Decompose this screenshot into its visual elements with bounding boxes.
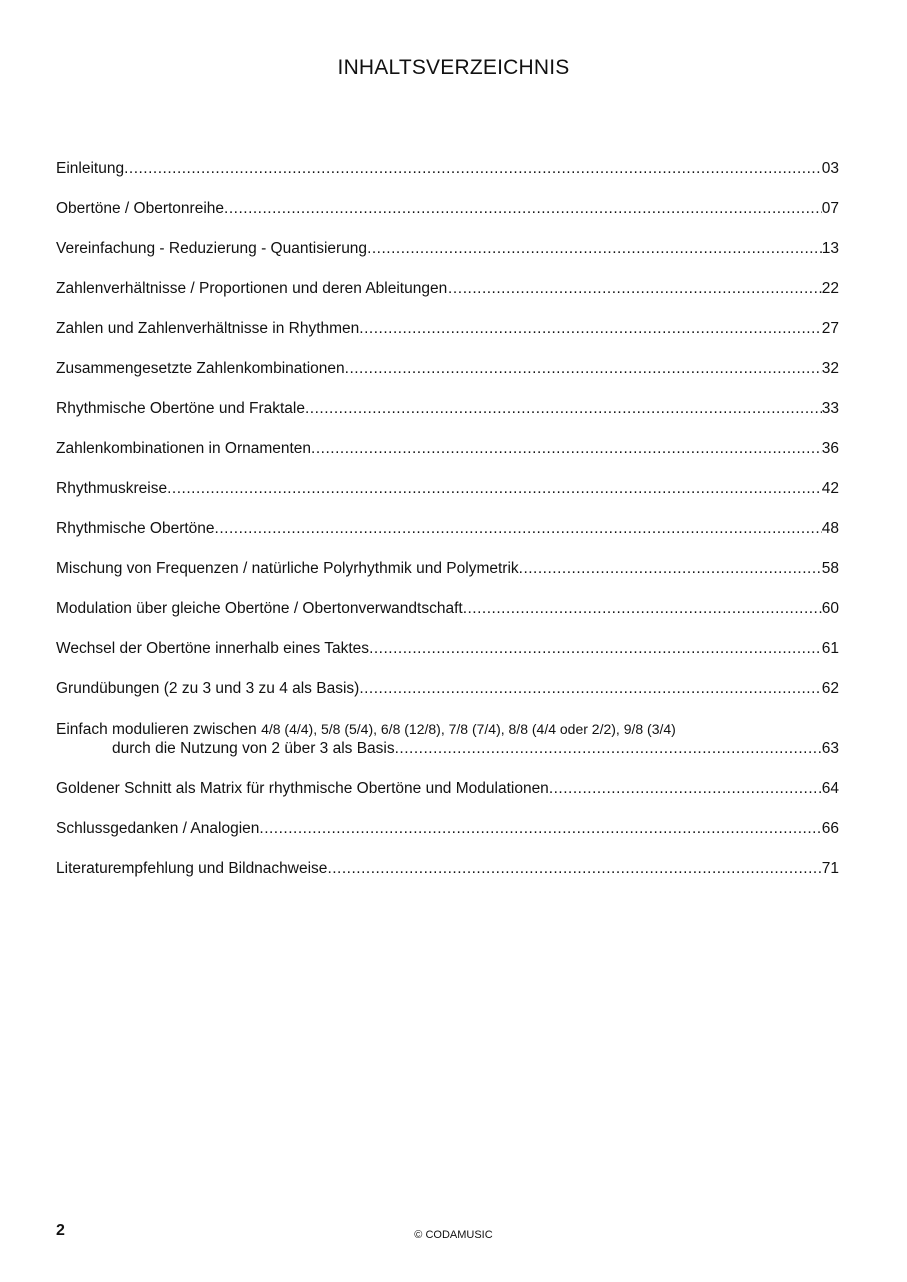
toc-entry-page: 64	[821, 780, 839, 797]
toc-entry-mischung[interactable]	[56, 559, 839, 579]
toc-entry-rhythmische-obertoene[interactable]	[56, 519, 839, 539]
toc-entry-title: Goldener Schnitt als Matrix für rhythmische Obertöne und Modulationen	[56, 780, 549, 797]
toc-entry-title: Zusammengesetzte Zahlenkombinationen	[56, 360, 345, 377]
toc-entry-title: Einleitung	[56, 160, 125, 177]
toc-entry-title: durch die Nutzung von 2 über 3 als Basis	[112, 740, 395, 757]
toc-entry-title: Wechsel der Obertöne innerhalb eines Taktes	[56, 640, 370, 657]
toc-entry-title: Rhythmische Obertöne und Fraktale	[56, 400, 305, 417]
dot-leader	[327, 859, 821, 879]
dot-leader	[463, 279, 822, 299]
dot-leader	[259, 819, 821, 839]
toc-entry-wechsel[interactable]	[56, 639, 839, 659]
toc-entry-title-main: Einfach modulieren zwischen	[56, 721, 262, 738]
toc-entry-page: 66	[821, 820, 839, 837]
toc-entry-page: 07	[821, 200, 839, 217]
toc-entry-page: 33	[821, 400, 839, 417]
dot-leader	[463, 599, 822, 619]
toc-entry-goldener-schnitt[interactable]	[56, 779, 839, 799]
copyright-footer: © CODAMUSIC	[414, 1229, 493, 1241]
table-of-contents	[56, 159, 839, 899]
toc-entry-page: 36	[821, 440, 839, 457]
toc-entry-zahlenverhaeltnisse[interactable]	[56, 279, 839, 299]
dot-leader	[311, 439, 822, 459]
dot-leader	[367, 239, 822, 259]
toc-entry-einleitung[interactable]	[56, 159, 839, 179]
dot-leader	[305, 399, 822, 419]
toc-entry-page: 58	[821, 560, 839, 577]
dot-leader	[345, 359, 822, 379]
toc-entry-title: Modulation über gleiche Obertöne / Obertonverwandtschaft	[56, 600, 463, 617]
toc-entry-modulation[interactable]	[56, 599, 839, 619]
toc-entry-page: 13	[821, 240, 839, 257]
toc-entry-page: 62	[821, 680, 839, 697]
toc-entry-fraktale[interactable]	[56, 399, 839, 419]
toc-entry-einfach-modulieren[interactable]	[56, 719, 839, 759]
toc-entry-obertoene[interactable]	[56, 199, 839, 219]
toc-entry-page: 42	[821, 480, 839, 497]
toc-entry-page: 61	[821, 640, 839, 657]
toc-entry-title: Rhythmische Obertöne	[56, 520, 215, 537]
toc-entry-title: Obertöne / Obertonreihe	[56, 200, 225, 217]
dot-leader	[124, 159, 822, 179]
toc-entry-page: 63	[821, 740, 839, 757]
toc-entry-page: 22	[821, 280, 839, 297]
toc-entry-zusammengesetzte[interactable]	[56, 359, 839, 379]
toc-entry-title: Vereinfachung - Reduzierung - Quantisierung	[56, 240, 368, 257]
toc-entry-page: 71	[821, 860, 839, 877]
toc-entry-page: 48	[821, 520, 839, 537]
toc-entry-title-line1	[56, 719, 839, 739]
toc-entry-page: 03	[821, 160, 839, 177]
toc-entry-title: Literaturempfehlung und Bildnachweise	[56, 860, 328, 877]
toc-entry-literatur[interactable]	[56, 859, 839, 879]
toc-entry-title: Zahlenverhältnisse / Proportionen und deren Ableitungen…	[56, 280, 463, 297]
toc-entry-rhythmuskreise[interactable]	[56, 479, 839, 499]
dot-leader	[359, 319, 821, 339]
dot-leader	[395, 739, 822, 759]
dot-leader	[369, 639, 822, 659]
toc-entry-page: 27	[821, 320, 839, 337]
page-title: INHALTSVERZEICHNIS	[337, 56, 570, 79]
dot-leader	[549, 779, 822, 799]
dot-leader	[519, 559, 822, 579]
toc-entry-ornamente[interactable]	[56, 439, 839, 459]
dot-leader	[167, 479, 822, 499]
toc-entry-title: Zahlen und Zahlenverhältnisse in Rhythmen	[56, 320, 360, 337]
toc-entry-title: Grundübungen (2 zu 3 und 3 zu 4 als Basis)	[56, 680, 360, 697]
dot-leader	[215, 519, 822, 539]
toc-entry-vereinfachung[interactable]	[56, 239, 839, 259]
toc-entry-title-line2	[56, 739, 839, 759]
toc-entry-zahlen-rhythmen[interactable]	[56, 319, 839, 339]
dot-leader	[359, 679, 821, 699]
dot-leader	[224, 199, 822, 219]
toc-entry-title: Schlussgedanken / Analogien	[56, 820, 260, 837]
toc-entry-schlussgedanken[interactable]	[56, 819, 839, 839]
toc-entry-title: Mischung von Frequenzen / natürliche Polyrhythmik und Polymetrik	[56, 560, 519, 577]
toc-entry-page: 60	[821, 600, 839, 617]
page-number: 2	[56, 1222, 65, 1239]
toc-entry-title-meters: 4/8 (4/4), 5/8 (5/4), 6/8 (12/8), 7/8 (7/4), 8/8 (4/4 oder 2/2), 9/8 (3/4)	[261, 721, 676, 737]
toc-entry-title: Rhythmuskreise	[56, 480, 168, 497]
toc-entry-grunduebungen[interactable]	[56, 679, 839, 699]
toc-entry-title: Zahlenkombinationen in Ornamenten	[56, 440, 312, 457]
toc-entry-page: 32	[821, 360, 839, 377]
